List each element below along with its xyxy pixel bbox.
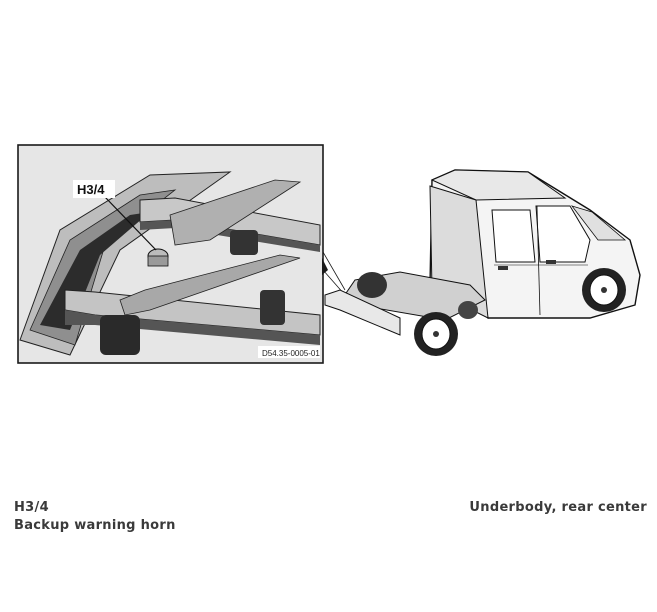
component-id: H3/4 <box>14 500 49 515</box>
component-name: Backup warning horn <box>14 518 176 533</box>
location-text: Underbody, rear center <box>469 500 647 515</box>
vehicle-illustration <box>325 170 640 356</box>
callout-label: H3/4 <box>77 182 105 197</box>
detail-inset <box>18 145 323 363</box>
image-code: D54.35-0005-01 <box>262 349 320 358</box>
